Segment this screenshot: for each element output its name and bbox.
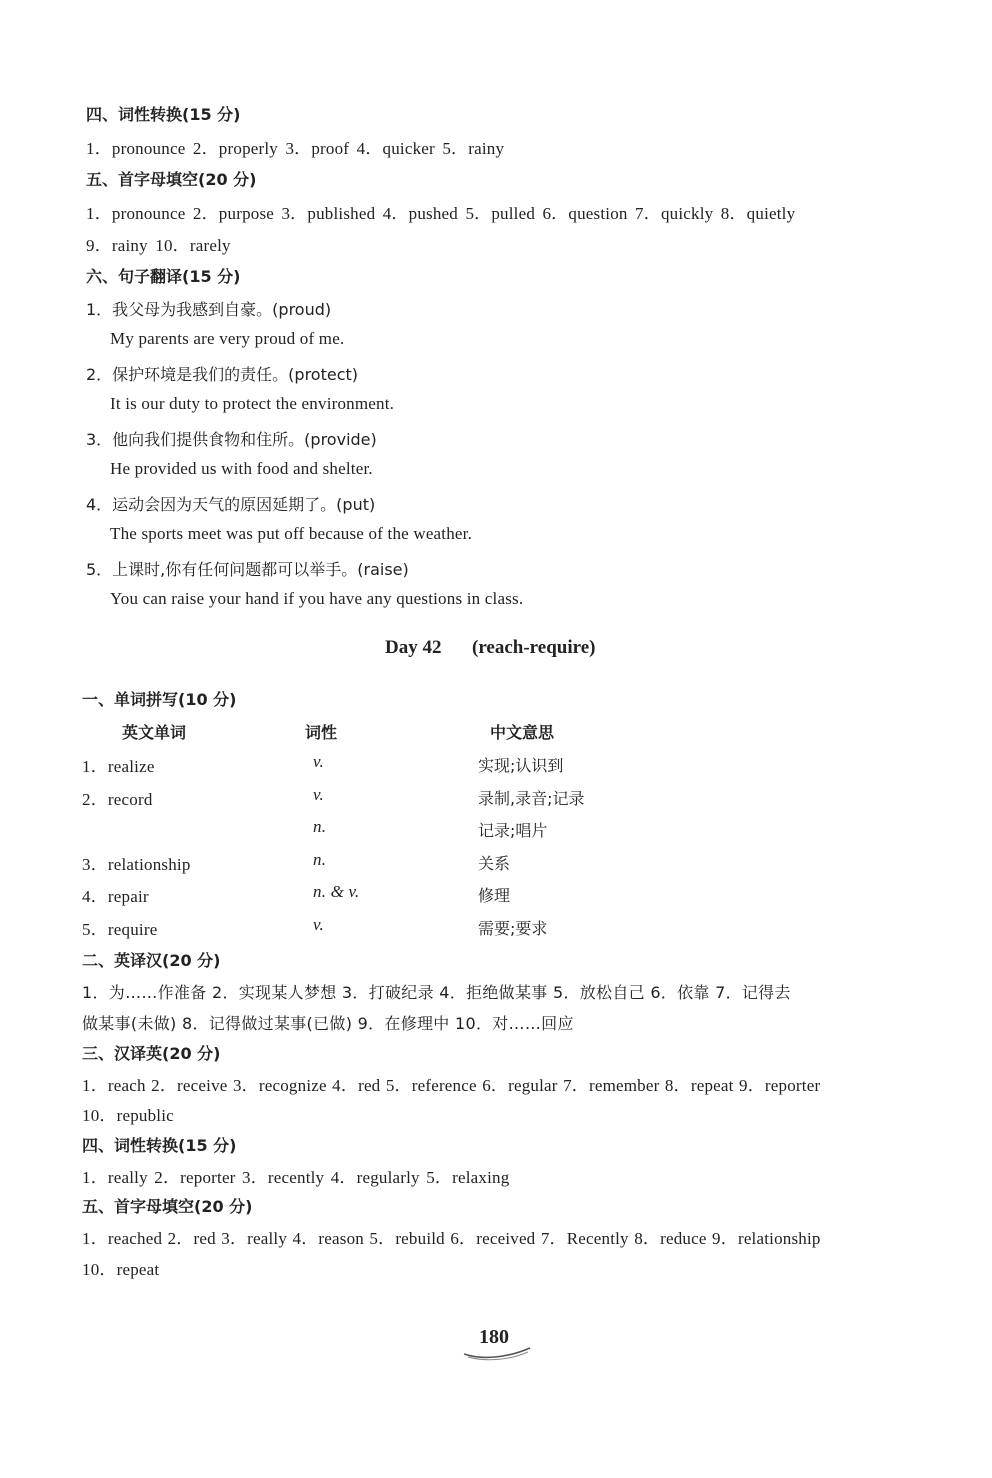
section-heading-translation: 六、句子翻译(15 分): [86, 267, 241, 286]
vocab-pos: v.: [313, 785, 324, 804]
page-number-swoosh-icon: [462, 1344, 532, 1362]
section-heading-word-forms: 四、词性转换(15 分): [82, 1136, 237, 1155]
column-header-word: 英文单词: [122, 723, 187, 742]
section-heading-first-letter: 五、首字母填空(20 分): [86, 170, 257, 189]
vocab-meaning: 实现;认识到: [478, 756, 564, 775]
translation-answer-2: It is our duty to protect the environment.: [110, 394, 395, 413]
vocab-word: 3．relationship: [82, 855, 191, 874]
vocab-meaning: 需要;要求: [478, 919, 548, 938]
section-heading-word-forms: 四、词性转换(15 分): [86, 105, 241, 124]
translation-prompt-4: 4．运动会因为天气的原因延期了。(put): [86, 495, 376, 514]
vocab-pos: n.: [313, 850, 327, 869]
translation-answer-3: He provided us with food and shelter.: [110, 459, 373, 478]
vocab-word: 5．require: [82, 920, 158, 939]
column-header-meaning: 中文意思: [490, 723, 555, 742]
first-letter-answers-line2: 9．rainy 10．rarely: [86, 236, 231, 255]
section-heading-first-letter: 五、首字母填空(20 分): [82, 1197, 253, 1216]
translation-prompt-1: 1．我父母为我感到自豪。(proud): [86, 300, 332, 319]
vocab-meaning: 记录;唱片: [478, 821, 548, 840]
en-to-cn-answers-line1: 1．为……作准备 2．实现某人梦想 3．打破纪录 4．拒绝做某事 5．放松自己 6．依靠 7．记得去: [82, 983, 791, 1002]
column-header-pos: 词性: [305, 723, 338, 742]
section-heading-cn-to-en: 三、汉译英(20 分): [82, 1044, 221, 1063]
vocab-pos: n.: [313, 817, 327, 836]
vocab-word: 1．realize: [82, 757, 155, 776]
vocab-word: 2．record: [82, 790, 153, 809]
page-number: 180: [479, 1326, 509, 1348]
translation-answer-5: You can raise your hand if you have any questions in class.: [110, 589, 524, 608]
translation-answer-1: My parents are very proud of me.: [110, 329, 345, 348]
word-forms-answers: 1．really 2．reporter 3．recently 4．regularly 5．relaxing: [82, 1168, 510, 1187]
section-heading-en-to-cn: 二、英译汉(20 分): [82, 951, 221, 970]
vocab-meaning: 修理: [478, 886, 511, 905]
cn-to-en-answers-line2: 10．republic: [82, 1106, 174, 1125]
translation-prompt-3: 3．他向我们提供食物和住所。(provide): [86, 430, 377, 449]
translation-prompt-2: 2．保护环境是我们的责任。(protect): [86, 365, 359, 384]
translation-prompt-5: 5．上课时,你有任何问题都可以举手。(raise): [86, 560, 409, 579]
first-letter-answers-line1: 1．reached 2．red 3．really 4．reason 5．rebuild 6．received 7．Recently 8．reduce 9．relationship: [82, 1229, 821, 1248]
cn-to-en-answers-line1: 1．reach 2．receive 3．recognize 4．red 5．reference 6．regular 7．remember 8．repeat 9．reporter: [82, 1076, 821, 1095]
vocab-meaning: 录制,录音;记录: [478, 789, 585, 808]
word-forms-answers: 1．pronounce 2．properly 3．proof 4．quicker 5．rainy: [86, 139, 505, 158]
vocab-pos: v.: [313, 915, 324, 934]
vocab-meaning: 关系: [478, 854, 511, 873]
day-title: Day 42: [385, 637, 442, 658]
vocab-word: 4．repair: [82, 887, 149, 906]
day-word-range: (reach-require): [472, 637, 596, 658]
vocab-pos: n. & v.: [313, 882, 360, 901]
first-letter-answers-line1: 1．pronounce 2．purpose 3．published 4．pushed 5．pulled 6．question 7．quickly 8．quietly: [86, 204, 796, 223]
en-to-cn-answers-line2: 做某事(未做) 8．记得做过某事(已做) 9．在修理中 10．对……回应: [82, 1014, 574, 1033]
vocab-pos: v.: [313, 752, 324, 771]
translation-answer-4: The sports meet was put off because of the weather.: [110, 524, 473, 543]
first-letter-answers-line2: 10．repeat: [82, 1260, 160, 1279]
section-heading-spelling: 一、单词拼写(10 分): [82, 690, 237, 709]
